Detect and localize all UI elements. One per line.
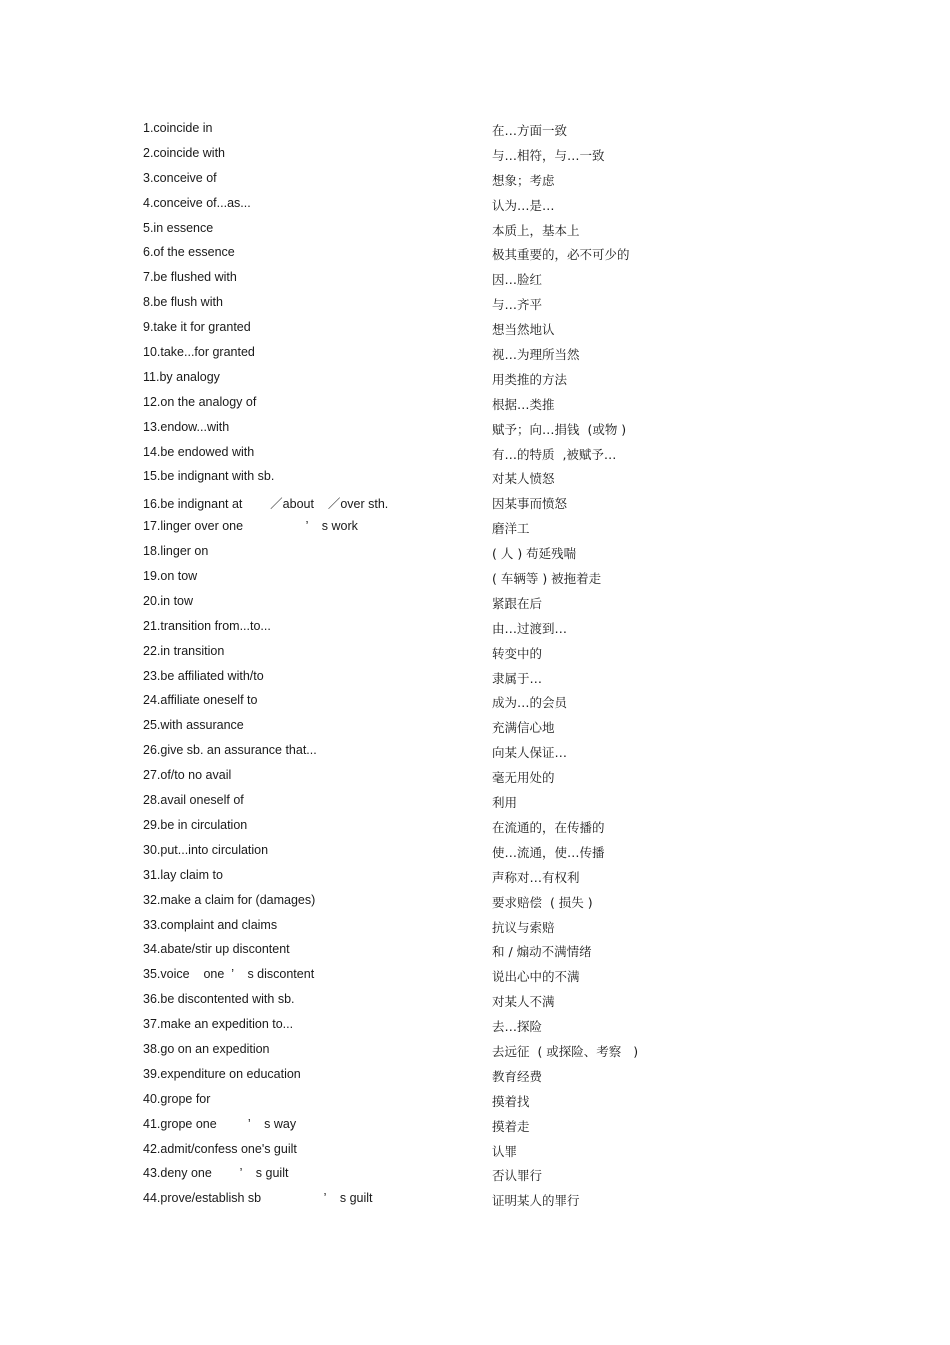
vocab-row [0,1163,950,1188]
chinese-meaning: 与…相符，与…一致 [492,147,605,163]
chinese-meaning: 在流通的，在传播的 [492,819,605,835]
english-phrase: 13.endow...with [143,419,230,434]
chinese-meaning: 抗议与索赔 [492,919,555,935]
english-phrase: 40.grope for [143,1091,211,1106]
english-phrase: 23.be affiliated with/to [143,668,264,683]
vocab-row [0,1114,950,1139]
vocab-row [0,690,950,715]
chinese-meaning: 声称对…有权利 [492,869,580,885]
vocab-row [0,1014,950,1039]
chinese-meaning: ( 车辆等 ) 被拖着走 [492,571,602,587]
english-phrase: 19.on tow [143,569,198,584]
chinese-meaning: 充满信心地 [492,720,555,736]
vocab-row [0,591,950,616]
vocab-row [0,1139,950,1164]
chinese-meaning: 证明某人的罪行 [492,1193,580,1209]
vocab-row [0,1039,950,1064]
chinese-meaning: 利用 [492,795,518,811]
english-phrase: 11.by analogy [143,369,220,384]
chinese-meaning: 视…为理所当然 [492,347,580,363]
vocab-row [0,566,950,591]
english-phrase: 32.make a claim for (damages) [143,892,316,907]
chinese-meaning: 想当然地认 [492,322,555,338]
english-phrase: 1.coincide in [143,121,213,135]
english-phrase: 16.be indignant at ／about ／over sth. [143,497,389,512]
chinese-meaning: ( 人 ) 苟延残喘 [492,546,577,562]
vocab-row [0,466,950,491]
english-phrase: 5.in essence [143,220,214,235]
chinese-meaning: 认为…是… [492,197,555,213]
chinese-meaning: 在…方面一致 [492,123,568,138]
vocab-row [0,989,950,1014]
english-phrase: 9.take it for granted [143,320,251,335]
vocab-row [0,417,950,442]
vocab-row [0,840,950,865]
vocab-row [0,516,950,541]
vocab-row [0,915,950,940]
english-phrase: 18.linger on [143,544,209,559]
vocab-row [0,392,950,417]
vocab-row [0,267,950,292]
english-phrase: 4.conceive of...as... [143,195,251,210]
chinese-meaning: 认罪 [492,1143,518,1159]
vocab-row [0,765,950,790]
vocab-row [0,342,950,367]
english-phrase: 8.be flush with [143,295,223,310]
chinese-meaning: 因某事而愤怒 [492,496,568,512]
english-phrase: 24.affiliate oneself to [143,693,258,708]
vocab-row [0,616,950,641]
english-phrase: 31.lay claim to [143,867,223,882]
chinese-meaning: 本质上，基本上 [492,222,580,238]
english-phrase: 10.take...for granted [143,345,255,360]
chinese-meaning: 由…过渡到… [492,620,568,636]
chinese-meaning: 因…脸红 [492,272,543,288]
vocab-row [0,442,950,467]
vocab-row [0,193,950,218]
english-phrase: 15.be indignant with sb. [143,469,275,484]
vocab-row [0,1064,950,1089]
vocab-row [0,865,950,890]
english-phrase: 21.transition from...to... [143,618,271,633]
chinese-meaning: 赋予；向…捐钱 (或物 ) [492,421,627,437]
english-phrase: 39.expenditure on education [143,1066,301,1081]
chinese-meaning: 紧跟在后 [492,595,543,611]
english-phrase: 36.be discontented with sb. [143,992,295,1007]
chinese-meaning: 摸着找 [492,1093,530,1109]
english-phrase: 42.admit/confess one's guilt [143,1141,297,1156]
chinese-meaning: 隶属于… [492,670,543,686]
vocab-row [0,666,950,691]
chinese-meaning: 极其重要的，必不可少的 [492,247,630,263]
vocab-row [0,491,950,516]
english-phrase: 27.of/to no avail [143,768,232,783]
vocab-row [0,317,950,342]
vocab-row [0,1089,950,1114]
vocab-row [0,790,950,815]
chinese-meaning: 根据…类推 [492,396,555,412]
english-phrase: 29.be in circulation [143,817,248,832]
vocabulary-list [0,118,950,1213]
chinese-meaning: 成为…的会员 [492,695,568,711]
chinese-meaning: 否认罪行 [492,1168,543,1184]
chinese-meaning: 转变中的 [492,645,543,661]
english-phrase: 37.make an expedition to... [143,1017,294,1032]
chinese-meaning: 想象；考虑 [492,172,555,188]
vocab-row [0,1188,950,1213]
vocab-row [0,118,950,143]
english-phrase: 34.abate/stir up discontent [143,942,290,957]
chinese-meaning: 有…的特质 ,被赋予… [492,446,617,462]
vocab-row [0,292,950,317]
chinese-meaning: 和 / 煽动不满情绪 [492,944,592,960]
vocab-row [0,218,950,243]
chinese-meaning: 对某人不满 [492,994,555,1010]
chinese-meaning: 使…流通，使…传播 [492,844,605,860]
chinese-meaning: 磨洋工 [492,521,530,537]
vocab-row [0,715,950,740]
english-phrase: 28.avail oneself of [143,793,244,808]
english-phrase: 41.grope one ’ s way [143,1116,297,1131]
vocab-row [0,367,950,392]
chinese-meaning: 与…齐平 [492,297,543,313]
english-phrase: 14.be endowed with [143,444,255,459]
vocab-row [0,541,950,566]
english-phrase: 44.prove/establish sb ’ s guilt [143,1191,373,1206]
vocab-row [0,143,950,168]
chinese-meaning: 说出心中的不满 [492,969,580,985]
english-phrase: 30.put...into circulation [143,842,269,857]
english-phrase: 43.deny one ’ s guilt [143,1166,289,1181]
vocab-row [0,168,950,193]
english-phrase: 17.linger over one ’ s work [143,519,358,534]
vocab-row [0,815,950,840]
chinese-meaning: 对某人愤怒 [492,471,555,487]
english-phrase: 35.voice one ’ s discontent [143,967,315,982]
vocab-row [0,740,950,765]
vocab-row [0,939,950,964]
english-phrase: 2.coincide with [143,145,225,160]
chinese-meaning: 摸着走 [492,1118,530,1134]
chinese-meaning: 用类推的方法 [492,371,568,387]
vocab-row [0,890,950,915]
english-phrase: 33.complaint and claims [143,917,278,932]
english-phrase: 12.on the analogy of [143,394,257,409]
english-phrase: 25.with assurance [143,718,244,733]
chinese-meaning: 教育经费 [492,1068,543,1084]
english-phrase: 38.go on an expedition [143,1041,270,1056]
vocab-row [0,641,950,666]
english-phrase: 3.conceive of [143,170,217,185]
english-phrase: 6.of the essence [143,245,235,260]
chinese-meaning: 去远征 ( 或探险、考察 ) [492,1043,639,1059]
english-phrase: 22.in transition [143,643,225,658]
chinese-meaning: 去…探险 [492,1019,543,1035]
chinese-meaning: 向某人保证… [492,745,568,761]
english-phrase: 20.in tow [143,593,194,608]
chinese-meaning: 要求赔偿 ( 损失 ) [492,894,593,910]
english-phrase: 7.be flushed with [143,270,237,285]
vocab-row [0,964,950,989]
english-phrase: 26.give sb. an assurance that... [143,743,317,758]
chinese-meaning: 毫无用处的 [492,770,555,786]
vocab-row [0,242,950,267]
